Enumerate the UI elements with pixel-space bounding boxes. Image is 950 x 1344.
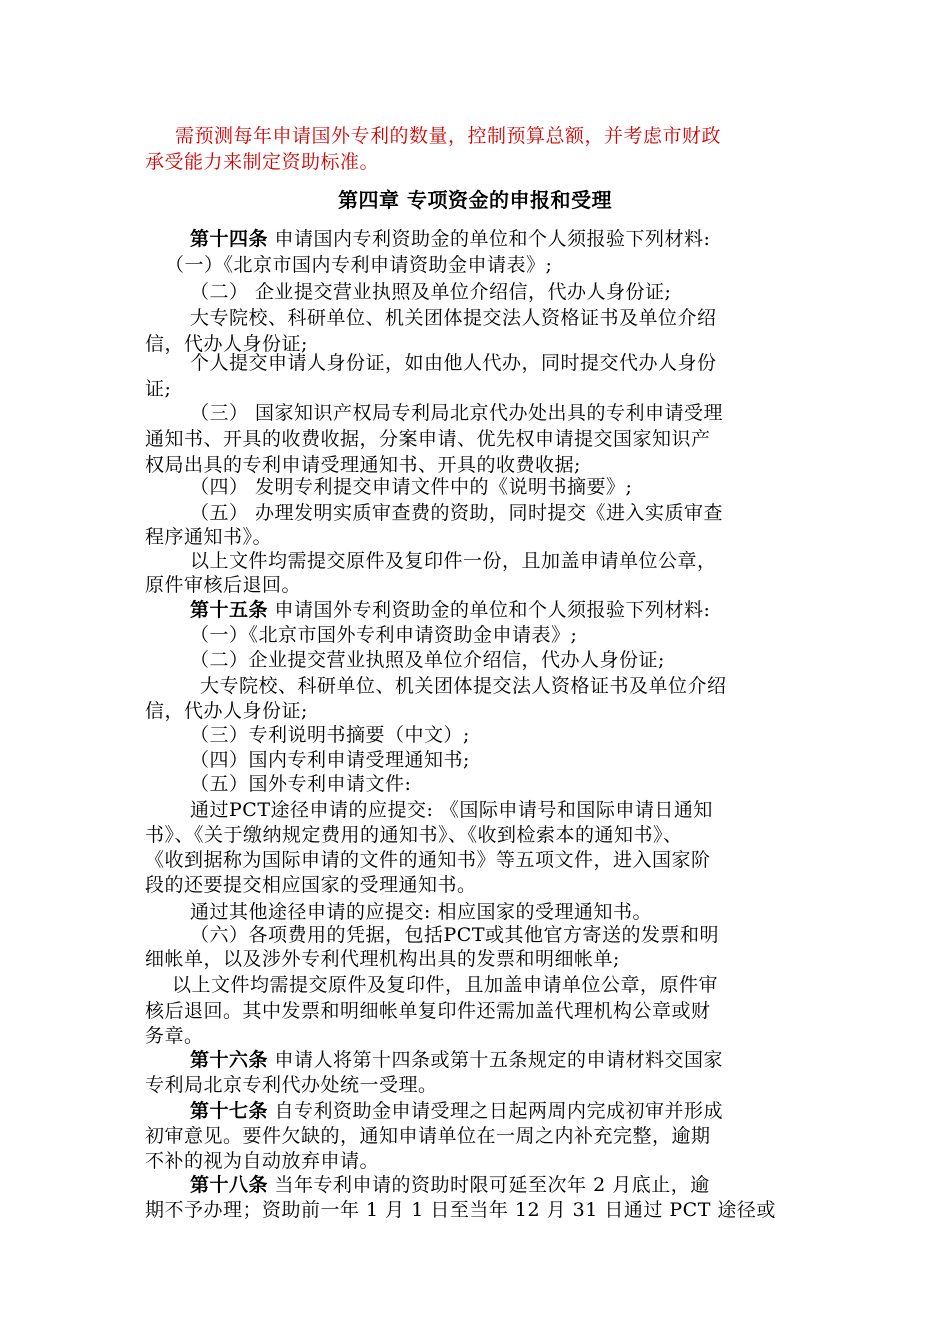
article-17-cont-2: 不补的视为自动放弃申请。: [145, 1150, 380, 1172]
article-15-heading: [190, 597, 860, 623]
article-14-item-11: （五） 办理发明实质审查费的资助，同时提交《进入实质审查: [190, 502, 724, 524]
article-16-cont: 专利局北京专利代办处统一受理。: [145, 1074, 438, 1096]
article-15-label: 第十五条: [190, 599, 269, 621]
article-15-item-11: 段的还要提交相应国家的受理通知书。: [145, 874, 477, 896]
article-15-item-6: （四）国内专利申请受理通知书;: [190, 749, 470, 771]
article-15-item-12: 通过其他途径申请的应提交: 相应国家的受理通知书。: [190, 901, 652, 923]
article-15-text: 申请国外专利资助金的单位和个人须报验下列材料:: [268, 599, 711, 621]
article-14-heading: [190, 226, 860, 252]
article-15-item-8: 通过PCT途径申请的应提交: 《国际申请号和国际申请日通知: [190, 799, 713, 821]
article-18-text: 当年专利申请的资助时限可延至次年 2 月底止，逾: [268, 1174, 710, 1196]
article-17-text: 自专利资助金申请受理之日起两周内完成初审并形成: [268, 1100, 724, 1122]
article-14-item-1: （一）《北京市国内专利申请资助金申请表》;: [165, 254, 553, 276]
article-14-item-8: 通知书、开具的收费收据，分案申请、优先权申请提交国家知识产: [145, 428, 711, 450]
intro-line-1: 需预测每年申请国外专利的数量，控制预算总额，并考虑市财政: [175, 125, 722, 147]
article-15-item-17: 务章。: [145, 1025, 204, 1047]
article-16-label: 第十六条: [190, 1049, 269, 1071]
article-14-item-4: 信，代办人身份证;: [145, 333, 308, 355]
article-14-item-3: 大专院校、科研单位、机关团体提交法人资格证书及单位介绍: [190, 307, 717, 329]
article-14-item-6: 证;: [145, 378, 172, 400]
article-18-label: 第十八条: [190, 1174, 269, 1196]
article-15-item-13: （六）各项费用的凭据，包括PCT或其他官方寄送的发票和明: [190, 924, 719, 946]
article-15-item-10: 《收到据称为国际申请的文件的通知书》等五项文件，进入国家阶: [145, 849, 711, 871]
article-14-item-12: 程序通知书》。: [145, 526, 273, 548]
article-14-item-7: （三） 国家知识产权局专利局北京代办处出具的专利申请受理: [190, 402, 724, 424]
article-15-item-9: 书》、《关于缴纳规定费用的通知书》、《收到检索本的通知书》、: [145, 824, 683, 846]
article-14-text: 申请国内专利资助金的单位和个人须报验下列材料:: [268, 228, 711, 250]
article-17-cont-1: 初审意见。要件欠缺的，通知申请单位在一周之内补充完整，逾期: [145, 1125, 711, 1147]
article-14-item-10: （四） 发明专利提交申请文件中的《说明书摘要》;: [190, 476, 633, 498]
article-15-item-15: 以上文件均需提交原件及复印件，且加盖申请单位公章，原件审: [172, 974, 719, 996]
chapter-title: 第四章 专项资金的申报和受理: [338, 188, 612, 212]
article-16-text: 申请人将第十四条或第十五条规定的申请材料交国家: [268, 1049, 724, 1071]
article-15-item-7: （五）国外专利申请文件:: [190, 773, 412, 795]
article-14-item-14: 原件审核后退回。: [145, 574, 302, 596]
article-15-item-1: （一）《北京市国外专利申请资助金申请表》;: [190, 624, 578, 646]
article-15-item-4: 信，代办人身份证;: [145, 700, 308, 722]
article-14-item-2: （二） 企业提交营业执照及单位介绍信，代办人身份证;: [190, 281, 672, 303]
article-15-item-16: 核后退回。其中发票和明细帐单复印件还需加盖代理机构公章或财: [145, 1000, 711, 1022]
article-14-item-13: 以上文件均需提交原件及复印件一份，且加盖申请单位公章，: [190, 550, 717, 572]
article-18-cont: 期不予办理；资助前一年 1 月 1 日至当年 12 月 31 日通过 PCT 途径或: [145, 1199, 776, 1221]
article-15-item-3: 大专院校、科研单位、机关团体提交法人资格证书及单位介绍: [200, 675, 727, 697]
article-17-heading: [190, 1098, 860, 1124]
article-14-item-5: 个人提交申请人身份证，如由他人代办，同时提交代办人身份: [190, 352, 717, 374]
article-15-item-14: 细帐单，以及涉外专利代理机构出具的发票和明细帐单;: [145, 948, 620, 970]
article-17-label: 第十七条: [190, 1100, 269, 1122]
article-15-item-5: （三）专利说明书摘要（中文）;: [190, 724, 470, 746]
article-15-item-2: （二）企业提交营业执照及单位介绍信，代办人身份证;: [190, 649, 665, 671]
article-18-heading: [190, 1172, 860, 1198]
article-14-label: 第十四条: [190, 228, 269, 250]
article-16-heading: [190, 1047, 860, 1073]
intro-line-2: 承受能力来制定资助标准。: [145, 151, 380, 173]
article-14-item-9: 权局出具的专利申请受理通知书、开具的收费收据;: [145, 454, 581, 476]
